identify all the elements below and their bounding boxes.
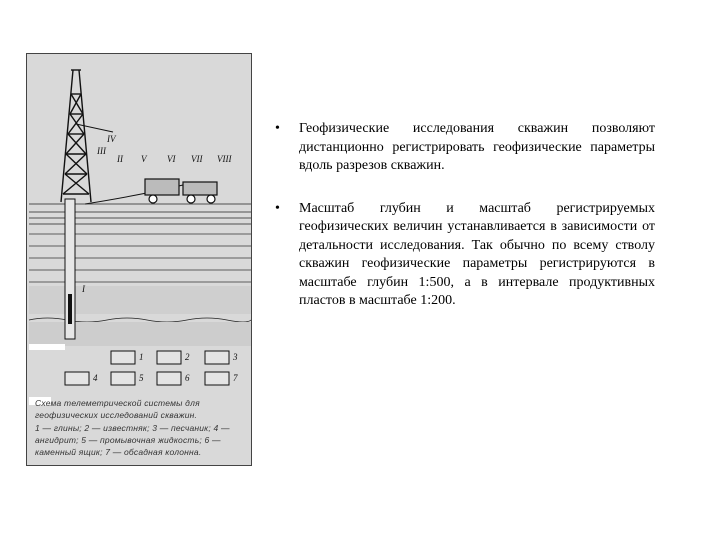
roman-label-v: V	[141, 154, 147, 164]
bullet-text: Масштаб глубин и масштаб регистрируемых геофизических величин устанавливается в зависимости от детальности исследования. Так обычно по всему стволу скважин геофизические параметры регистрируются в масштабе глубин 1:500, а в интервале продуктивных пластов в масштабе 1:200.	[299, 200, 655, 308]
legend-num-2: 2	[185, 352, 190, 362]
legend-num-4: 4	[93, 373, 98, 383]
figure-caption-title: Схема телеметрической системы для геофизических исследований скважин.	[35, 398, 200, 420]
roman-label-vii: VII	[191, 154, 203, 164]
bullet-list	[275, 120, 655, 335]
legend-num-3: 3	[233, 352, 238, 362]
legend-num-6: 6	[185, 373, 190, 383]
well-diagram-figure	[26, 53, 252, 466]
logging-probe	[68, 294, 72, 324]
figure-caption	[35, 397, 247, 458]
roman-label-vi: VI	[167, 154, 176, 164]
roman-label-ii: II	[117, 154, 123, 164]
roman-label-iv: IV	[107, 134, 116, 144]
legend-num-1: 1	[139, 352, 144, 362]
bullet-item-2	[275, 200, 655, 311]
legend-num-5: 5	[139, 373, 144, 383]
bullet-text: Геофизические исследования скважин позволяют дистанционно регистрировать геофизические параметры вдоль разрезов скважин.	[299, 121, 655, 173]
roman-label-i: I	[82, 284, 85, 294]
legend-num-7: 7	[233, 373, 238, 383]
bullet-item-1	[275, 120, 655, 176]
roman-label-viii: VIII	[217, 154, 232, 164]
bullet-marker: •	[275, 200, 280, 216]
roman-label-iii: III	[97, 146, 106, 156]
figure-caption-legend: 1 — глины; 2 — известняк; 3 — песчаник; 4 — ангидрит; 5 — промывочная жидкость; 6 — каменный ящик; 7 — обсадная колонна.	[35, 423, 230, 457]
bullet-marker: •	[275, 121, 280, 136]
